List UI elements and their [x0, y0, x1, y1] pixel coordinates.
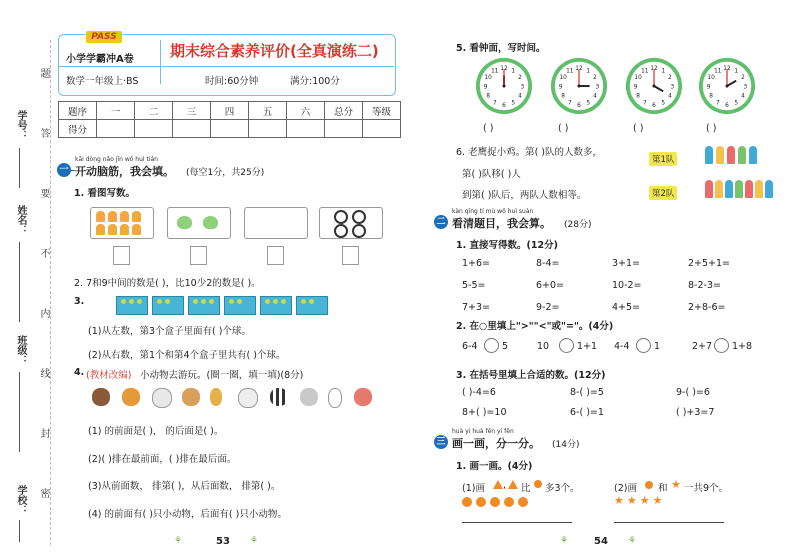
bear-icon — [92, 388, 110, 406]
child-icon — [705, 180, 713, 198]
compare-circle[interactable] — [714, 338, 729, 353]
score-cell[interactable] — [135, 120, 173, 138]
answer-box[interactable] — [267, 246, 284, 265]
class-write-line[interactable] — [19, 372, 20, 452]
compare-right: 1+8 — [732, 341, 753, 352]
calc-item[interactable]: 8-4= — [536, 258, 560, 269]
svg-text:5: 5 — [586, 100, 591, 107]
calc-item[interactable]: 3+1= — [612, 258, 641, 269]
question-text: 第( )队移( )人 — [462, 169, 521, 180]
svg-text:2: 2 — [668, 75, 672, 82]
child-icon — [749, 146, 757, 164]
question-number: 3. — [74, 296, 85, 307]
elephant-icon — [300, 388, 318, 406]
svg-text:1: 1 — [661, 68, 666, 75]
draw-answer-line[interactable] — [614, 522, 724, 523]
dot-icon — [645, 481, 653, 489]
team1-tag: 第1队 — [649, 152, 677, 166]
sheep-icon — [238, 388, 258, 408]
dot-icon — [462, 497, 472, 507]
table-cell: 五 — [249, 102, 287, 120]
sprout-icon: ⚘ — [250, 536, 259, 546]
seal-char: 密 — [38, 488, 49, 498]
dot-icon — [504, 497, 514, 507]
ball-icon — [165, 299, 170, 304]
answer-box[interactable] — [113, 246, 130, 265]
animal-lineup — [92, 388, 382, 410]
child-icon — [755, 180, 763, 198]
question-label: 1. 看图写数。 — [74, 188, 136, 199]
child-icon — [727, 146, 735, 164]
empty-picture-box — [244, 207, 308, 239]
draw-prompt-a: (1)画 — [462, 483, 485, 494]
svg-text:7: 7 — [715, 100, 720, 107]
question-label: 5. 看钟面，写时间。 — [456, 43, 546, 54]
crate-icon — [224, 296, 256, 315]
bell-icon — [108, 224, 117, 235]
section-note: (每空1分，共25分) — [186, 168, 265, 178]
clock-face — [474, 56, 534, 116]
panda-icon — [352, 224, 366, 238]
calc-item[interactable]: 5-5= — [462, 280, 486, 291]
question-label: 1. 画一画。(4分) — [456, 461, 533, 472]
picture-box — [319, 207, 383, 239]
bell-icon — [120, 224, 129, 235]
score-cell[interactable] — [325, 120, 363, 138]
page-number-left: 53 — [216, 536, 230, 547]
svg-text:3: 3 — [520, 84, 525, 91]
class-label: 班级： — [15, 335, 26, 365]
fill-item[interactable]: 9-( )=6 — [676, 387, 710, 398]
dot-icon — [490, 497, 500, 507]
section-pinyin: kàn qīng tí mù wǒ huì suàn — [452, 208, 534, 215]
svg-text:7: 7 — [642, 100, 647, 107]
compare-left: 2+7 — [692, 341, 713, 352]
score-table-header-row — [59, 102, 401, 120]
compare-right: 1+1 — [577, 341, 598, 352]
student-id-write-line[interactable] — [19, 148, 20, 188]
svg-text:2: 2 — [741, 75, 745, 82]
calc-item[interactable]: 9-2= — [536, 302, 560, 313]
sprout-icon: ⚘ — [560, 536, 569, 546]
triangle-icon — [493, 480, 503, 489]
sprout-icon: ⚘ — [628, 536, 637, 546]
calc-item[interactable]: 8-2-3= — [688, 280, 721, 291]
draw-prompt-b-suffix: 一共9个。 — [684, 483, 729, 494]
header-divider — [58, 66, 394, 67]
panda-icon — [334, 224, 348, 238]
bell-icon — [120, 211, 129, 222]
team2-tag: 第2队 — [649, 186, 677, 200]
seal-char: 内 — [38, 308, 49, 318]
svg-text:3: 3 — [595, 84, 600, 91]
svg-text:8: 8 — [486, 93, 490, 100]
section-pinyin: kāi dòng nǎo jīn wǒ huì tián — [75, 156, 158, 163]
question-text: (4) 的前面有( )只小动物，后面有( )只小动物。 — [88, 509, 287, 520]
draw-prompt-b: (2)画 — [614, 483, 637, 494]
compare-left: 4-4 — [614, 341, 630, 352]
calc-item[interactable]: 6+0= — [536, 280, 565, 291]
svg-text:7: 7 — [567, 100, 572, 107]
student-id-label: 学号： — [15, 110, 26, 140]
ball-icon — [265, 299, 270, 304]
question-text: 6. 老鹰捉小鸡。第( )队的人数多， — [456, 147, 603, 158]
svg-text:10: 10 — [559, 75, 567, 82]
ball-icon — [229, 299, 234, 304]
seal-char: 要 — [38, 188, 49, 198]
svg-text:6: 6 — [577, 102, 581, 109]
svg-text:1: 1 — [586, 68, 591, 75]
svg-text:1: 1 — [511, 68, 516, 75]
answer-blank[interactable]: ( ) — [706, 123, 717, 134]
dot-icon — [518, 497, 528, 507]
calc-item[interactable]: 4+5= — [612, 302, 641, 313]
table-cell: 题序 — [59, 102, 97, 120]
section-title: 看清题目，我会算。 — [452, 217, 551, 230]
section-badge: 一 — [57, 163, 71, 177]
svg-text:9: 9 — [483, 84, 488, 91]
question-text: 小动物去游玩。(圈一圈，填一填)(8分) — [140, 370, 304, 381]
child-icon — [705, 146, 713, 164]
dog-icon — [152, 388, 172, 408]
fill-item[interactable]: ( )-4=6 — [462, 387, 496, 398]
svg-text:12: 12 — [500, 66, 508, 73]
dot-icon — [534, 480, 542, 488]
ball-icon — [201, 299, 206, 304]
score-table — [58, 101, 401, 138]
section-title: 开动脑筋，我会填。 — [75, 165, 174, 178]
svg-text:2: 2 — [593, 75, 597, 82]
seal-char: 线 — [38, 368, 49, 378]
child-icon — [725, 180, 733, 198]
score-table-score-row — [59, 120, 401, 138]
question-text: (2)( )排在最前面，( )排在最后面。 — [88, 454, 237, 465]
lion-icon — [122, 388, 140, 406]
question-text: (3)从前面数， 排第( )，从后面数， 排第( )。 — [88, 481, 281, 492]
crate-icon — [116, 296, 148, 315]
svg-text:8: 8 — [636, 93, 640, 100]
school-write-line[interactable] — [19, 520, 20, 542]
fill-item[interactable]: 6-( )=1 — [570, 407, 604, 418]
compare-right: 1 — [654, 341, 661, 352]
bell-icon — [108, 211, 117, 222]
clock-face — [624, 56, 684, 116]
seal-char: 封 — [38, 428, 49, 438]
svg-text:10: 10 — [707, 75, 715, 82]
table-cell: 四 — [211, 102, 249, 120]
svg-text:10: 10 — [484, 75, 492, 82]
svg-text:4: 4 — [593, 93, 597, 100]
section-badge: 二 — [434, 215, 448, 229]
score-cell[interactable] — [97, 120, 135, 138]
calc-item[interactable]: 1+6= — [462, 258, 491, 269]
school-label: 学校： — [15, 485, 26, 515]
svg-text:1: 1 — [734, 68, 739, 75]
ball-icon — [281, 299, 286, 304]
question-tag: (教材改编) — [86, 370, 132, 381]
answer-blank[interactable]: ( ) — [633, 123, 644, 134]
svg-text:3: 3 — [743, 84, 748, 91]
svg-text:10: 10 — [634, 75, 642, 82]
score-cell[interactable] — [211, 120, 249, 138]
ball-icon — [273, 299, 278, 304]
svg-text:6: 6 — [725, 102, 729, 109]
star-icon: ★ — [671, 478, 681, 491]
picture-box — [90, 207, 154, 239]
fox-icon — [182, 388, 200, 406]
draw-answer-line[interactable] — [462, 522, 572, 523]
child-icon — [745, 180, 753, 198]
ball-icon — [129, 299, 134, 304]
bell-icon — [96, 224, 105, 235]
svg-text:3: 3 — [670, 84, 675, 91]
svg-text:8: 8 — [709, 93, 713, 100]
brand-logo: PASS — [86, 31, 122, 43]
name-label: 姓名： — [15, 205, 26, 235]
score-cell[interactable] — [287, 120, 325, 138]
svg-text:11: 11 — [491, 68, 499, 75]
ball-icon — [301, 299, 306, 304]
score-cell[interactable] — [249, 120, 287, 138]
question-text: 2. 7和9中间的数是( )，比10少2的数是( )。 — [74, 278, 261, 289]
crate-icon — [188, 296, 220, 315]
frog-icon — [203, 216, 218, 229]
child-icon — [765, 180, 773, 198]
seal-char: 题 — [38, 68, 49, 78]
ball-crates — [116, 293, 356, 315]
team1-kids — [705, 146, 785, 168]
section-note: (14分) — [552, 440, 580, 450]
draw-prompt-a-suffix: 多3个。 — [545, 483, 580, 494]
svg-text:9: 9 — [633, 84, 638, 91]
calc-item[interactable]: 10-2= — [612, 280, 642, 291]
svg-text:11: 11 — [714, 68, 722, 75]
section-note: (28分) — [564, 220, 592, 230]
fill-item[interactable]: 8-( )=5 — [570, 387, 604, 398]
question-label: 3. 在括号里填上合适的数。(12分) — [456, 370, 606, 381]
header-divider — [160, 40, 161, 84]
compare-left: 10 — [537, 341, 550, 352]
question-label: 1. 直接写得数。(12分) — [456, 240, 558, 251]
compare-right: 5 — [502, 341, 509, 352]
svg-text:2: 2 — [518, 75, 522, 82]
bell-icon — [132, 211, 141, 222]
section-title: 画一画，分一分。 — [452, 437, 540, 450]
ball-icon — [137, 299, 142, 304]
child-icon — [738, 146, 746, 164]
svg-text:4: 4 — [518, 93, 522, 100]
page-title: 期末综合素养评价(全真演练二) — [170, 42, 379, 60]
name-write-line[interactable] — [19, 242, 20, 322]
svg-text:5: 5 — [734, 100, 739, 107]
question-number: 4. — [74, 367, 85, 378]
ball-icon — [193, 299, 198, 304]
fill-item[interactable]: ( )+3=7 — [676, 407, 715, 418]
panda-icon — [352, 210, 366, 224]
clock-face — [549, 56, 609, 116]
section-pinyin: huà yi huà fēn yi fēn — [452, 428, 514, 435]
calc-item[interactable]: 2+5+1= — [688, 258, 731, 269]
frog-icon — [177, 216, 192, 229]
compare-left: 6-4 — [462, 341, 478, 352]
answer-blank[interactable]: ( ) — [483, 123, 494, 134]
draw-prompt-a-mid: 比 — [521, 483, 531, 494]
rabbit-icon — [328, 388, 342, 408]
series-name: 小学学霸冲A卷 — [66, 54, 134, 65]
time-label: 时间:60分钟 — [205, 76, 259, 87]
crate-icon — [260, 296, 292, 315]
fill-item[interactable]: 8+( )=10 — [462, 407, 507, 418]
compare-circle[interactable] — [636, 338, 651, 353]
calc-item[interactable]: 7+3= — [462, 302, 491, 313]
svg-text:4: 4 — [668, 93, 672, 100]
ball-icon — [309, 299, 314, 304]
panda-icon — [334, 210, 348, 224]
svg-text:9: 9 — [558, 84, 563, 91]
bell-icon — [132, 224, 141, 235]
answer-box[interactable] — [342, 246, 359, 265]
sprout-icon: ⚘ — [174, 536, 183, 546]
compare-circle[interactable] — [484, 338, 499, 353]
giraffe-icon — [210, 388, 222, 406]
section-badge: 三 — [434, 435, 448, 449]
draw-prompt-b-mid: 和 — [658, 483, 668, 494]
child-icon — [716, 146, 724, 164]
question-label: 2. 在○里填上">""<"或"="。(4分) — [456, 321, 614, 332]
total-score-label: 满分:100分 — [290, 76, 340, 87]
svg-text:11: 11 — [641, 68, 649, 75]
ball-icon — [209, 299, 214, 304]
svg-text:4: 4 — [741, 93, 745, 100]
table-cell: 一 — [97, 102, 135, 120]
table-cell: 三 — [173, 102, 211, 120]
score-cell[interactable] — [173, 120, 211, 138]
svg-text:7: 7 — [492, 100, 497, 107]
svg-text:12: 12 — [575, 66, 583, 73]
subject-label: 数学一年级上·BS — [66, 76, 139, 87]
table-cell: 六 — [287, 102, 325, 120]
question-text: (2)从右数，第1个和第4个盒子里共有( )个球。 — [88, 350, 286, 361]
svg-text:6: 6 — [502, 102, 506, 109]
score-cell[interactable] — [363, 120, 401, 138]
zebra-icon — [270, 388, 288, 406]
svg-text:12: 12 — [650, 66, 658, 73]
table-cell: 得分 — [59, 120, 97, 138]
triangle-icon — [508, 480, 518, 489]
svg-text:12: 12 — [723, 66, 731, 73]
ball-icon — [121, 299, 126, 304]
answer-blank[interactable]: ( ) — [558, 123, 569, 134]
question-text: 到第( )队后，两队人数相等。 — [462, 190, 587, 201]
page-number-right: 54 — [594, 536, 608, 547]
crate-icon — [152, 296, 184, 315]
svg-text:5: 5 — [661, 100, 666, 107]
binding-dashed-line — [50, 40, 51, 545]
question-text: (1) 的前面是( )， 的后面是( )。 — [88, 426, 224, 437]
monkey-icon — [354, 388, 372, 406]
answer-box[interactable] — [190, 246, 207, 265]
child-icon — [715, 180, 723, 198]
table-cell: 总分 — [325, 102, 363, 120]
ball-icon — [237, 299, 242, 304]
svg-text:8: 8 — [561, 93, 565, 100]
seal-char: 答 — [38, 128, 49, 138]
child-icon — [735, 180, 743, 198]
picture-box — [167, 207, 231, 239]
stars-row: ★★★★ — [614, 494, 666, 507]
table-cell: 等级 — [363, 102, 401, 120]
bell-icon — [96, 211, 105, 222]
team2-kids — [705, 180, 785, 202]
dot-icon — [476, 497, 486, 507]
svg-text:11: 11 — [566, 68, 574, 75]
compare-circle[interactable] — [559, 338, 574, 353]
seal-char: 不 — [38, 248, 49, 258]
question-text: (1)从左数，第3个盒子里面有( )个球。 — [88, 326, 251, 337]
svg-text:6: 6 — [652, 102, 656, 109]
clock-face — [697, 56, 757, 116]
calc-item[interactable]: 2+8-6= — [688, 302, 726, 313]
svg-text:9: 9 — [706, 84, 711, 91]
table-cell: 二 — [135, 102, 173, 120]
crate-icon — [296, 296, 328, 315]
svg-text:5: 5 — [511, 100, 516, 107]
ball-icon — [157, 299, 162, 304]
